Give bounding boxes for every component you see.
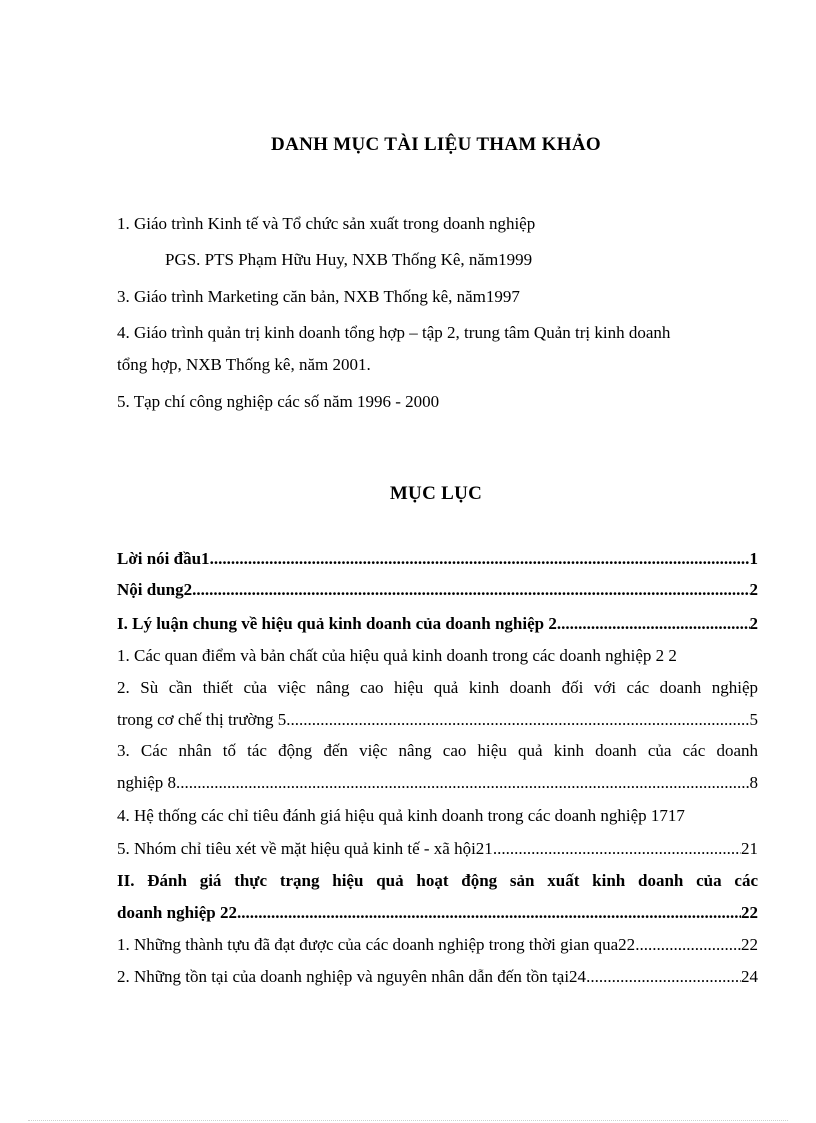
toc-entry-text: doanh nghiệp 22 [117,903,237,922]
toc-title: MỤC LỤC [389,483,483,504]
reference-item: 4. Giáo trình quản trị kinh doanh tổng hợp – tập 2, trung tâm Quản trị kinh doanh [117,323,671,342]
page-bottom-divider [28,1120,788,1121]
toc-entry[interactable] [117,548,758,570]
toc-leader [237,902,741,924]
toc-entry-text: I. Lý luận chung về hiệu quả kinh doanh của doanh nghiệp 2 [117,614,557,633]
toc-entry-text: 2. Những tồn tại của doanh nghiệp và nguyên nhân dẫn đến tồn tại24 [117,967,587,986]
toc-entry-page: 8 [749,773,758,792]
toc-entry-continuation[interactable] [117,709,758,731]
references-title: DANH MỤC TÀI LIỆU THAM KHẢO [271,134,601,155]
toc-entry[interactable]: 2. Sù cần thiết của việc nâng cao hiệu quả kinh doanh đối với các doanh nghiệp [117,678,758,697]
reference-item: 5. Tạp chí công nghiệp các số năm 1996 - 2000 [117,392,440,411]
toc-entry-page: 2 [749,580,758,599]
toc-entry-page: 1 [749,549,758,568]
reference-item-continuation: tổng hợp, NXB Thống kê, năm 2001. [117,355,371,374]
toc-entry-text: trong cơ chế thị trường 5 [117,710,287,729]
toc-entry[interactable]: 4. Hệ thống các chỉ tiêu đánh giá hiệu quả kinh doanh trong các doanh nghiệp 1717 [117,806,685,825]
toc-entry-page: 21 [741,839,758,858]
reference-item-detail: PGS. PTS Phạm Hữu Huy, NXB Thống Kê, năm1999 [165,250,533,269]
toc-entry[interactable]: 1. Các quan điểm và bản chất của hiệu quả kinh doanh trong các doanh nghiệp 2 2 [117,646,677,665]
toc-leader [286,709,749,731]
toc-entry[interactable]: II. Đánh giá thực trạng hiệu quả hoạt động sản xuất kinh doanh của các [117,871,758,890]
toc-entry-text: 5. Nhóm chỉ tiêu xét về mặt hiệu quả kinh tế - xã hội21 [117,839,493,858]
toc-leader [210,548,750,570]
toc-entry-page: 2 [749,614,758,633]
toc-entry-page: 22 [741,935,758,954]
toc-entry[interactable] [117,934,758,956]
toc-entry-continuation[interactable] [117,772,758,794]
toc-entry-page: 5 [749,710,758,729]
toc-entry-text: 1. Những thành tựu đã đạt được của các doanh nghiệp trong thời gian qua22 [117,935,636,954]
toc-leader [586,966,741,988]
toc-leader [176,772,749,794]
reference-item: 1. Giáo trình Kinh tế và Tổ chức sản xuất trong doanh nghiệp [117,214,536,233]
toc-entry[interactable] [117,966,758,988]
toc-entry-page: 22 [741,903,758,922]
toc-entry[interactable] [117,838,758,860]
toc-entry-text: Nội dung2 [117,580,193,599]
toc-entry[interactable] [117,613,758,635]
toc-entry[interactable]: 3. Các nhân tố tác động đến việc nâng cao hiệu quả kinh doanh của các doanh [117,741,758,760]
toc-leader [557,613,750,635]
toc-entry-text: nghiệp 8 [117,773,177,792]
reference-item: 3. Giáo trình Marketing căn bản, NXB Thống kê, năm1997 [117,287,520,306]
toc-entry-page: 24 [741,967,758,986]
toc-leader [635,934,741,956]
toc-leader [192,579,749,601]
toc-entry-continuation[interactable] [117,902,758,924]
toc-entry[interactable] [117,579,758,601]
toc-entry-text: Lời nói đầu1 [117,549,210,568]
toc-leader [493,838,741,860]
